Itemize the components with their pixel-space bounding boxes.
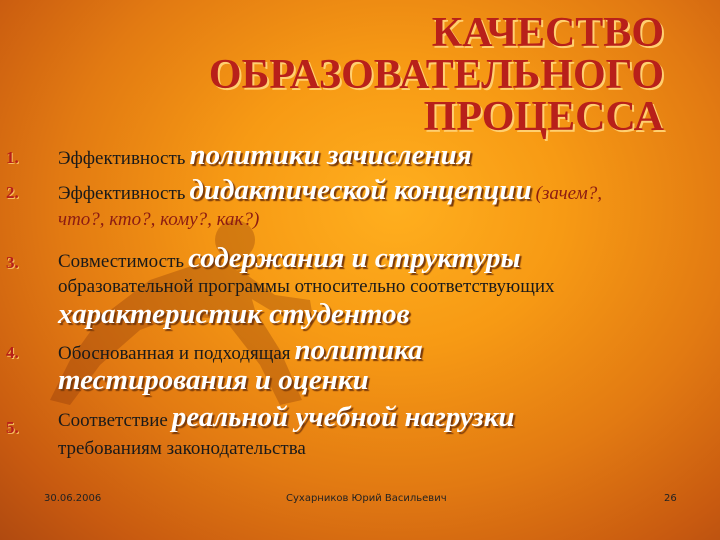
- item-2-hint-b: что?, кто?, кому?, как?): [58, 209, 260, 230]
- item-4-emphasis-2: тестирования и оценки: [58, 364, 369, 396]
- item-2-hint-a: (зачем?,: [535, 183, 603, 204]
- item-2-emphasis: дидактической концепции: [189, 174, 532, 206]
- item-3-line: [58, 242, 521, 275]
- item-3-emphasis: содержания и структуры: [188, 242, 521, 274]
- item-5-number: 5.: [6, 418, 19, 437]
- item-5-emphasis: реальной учебной нагрузки: [171, 401, 515, 433]
- footer-date: 30.06.2006: [44, 493, 102, 504]
- item-3-number: 3.: [6, 253, 19, 272]
- item-5-line: [58, 401, 515, 434]
- item-2-line: [58, 174, 602, 207]
- title-line-2: ОБРАЗОВАТЕЛЬНОГО: [208, 52, 664, 98]
- item-5-plain: Соответствие: [58, 410, 168, 431]
- item-4-number: 4.: [6, 343, 19, 362]
- item-3-plain: Совместимость: [58, 251, 185, 272]
- title-line-3: ПРОЦЕССА: [423, 94, 664, 140]
- slide-title: [144, 12, 664, 138]
- title-line-1: КАЧЕСТВО: [431, 10, 664, 56]
- item-2-number: 2.: [6, 183, 19, 202]
- item-4-line: [58, 334, 423, 367]
- footer-page-number: 26: [664, 493, 677, 504]
- item-1-number: 1.: [6, 148, 19, 167]
- item-5-plain-2: требованиям законодательства: [58, 438, 306, 459]
- item-4-emphasis: политика: [294, 334, 423, 366]
- item-1-line: [58, 139, 472, 172]
- footer-author: Сухарников Юрий Васильевич: [286, 493, 447, 504]
- item-3-plain-2: образовательной программы относительно соответствующих: [58, 276, 555, 297]
- item-4-plain: Обоснованная и подходящая: [58, 343, 291, 364]
- item-3-emphasis-2: характеристик студентов: [58, 298, 410, 330]
- item-1-emphasis: политики зачисления: [189, 139, 472, 171]
- item-2-plain: Эффективность: [58, 183, 186, 204]
- item-1-plain: Эффективность: [58, 148, 186, 169]
